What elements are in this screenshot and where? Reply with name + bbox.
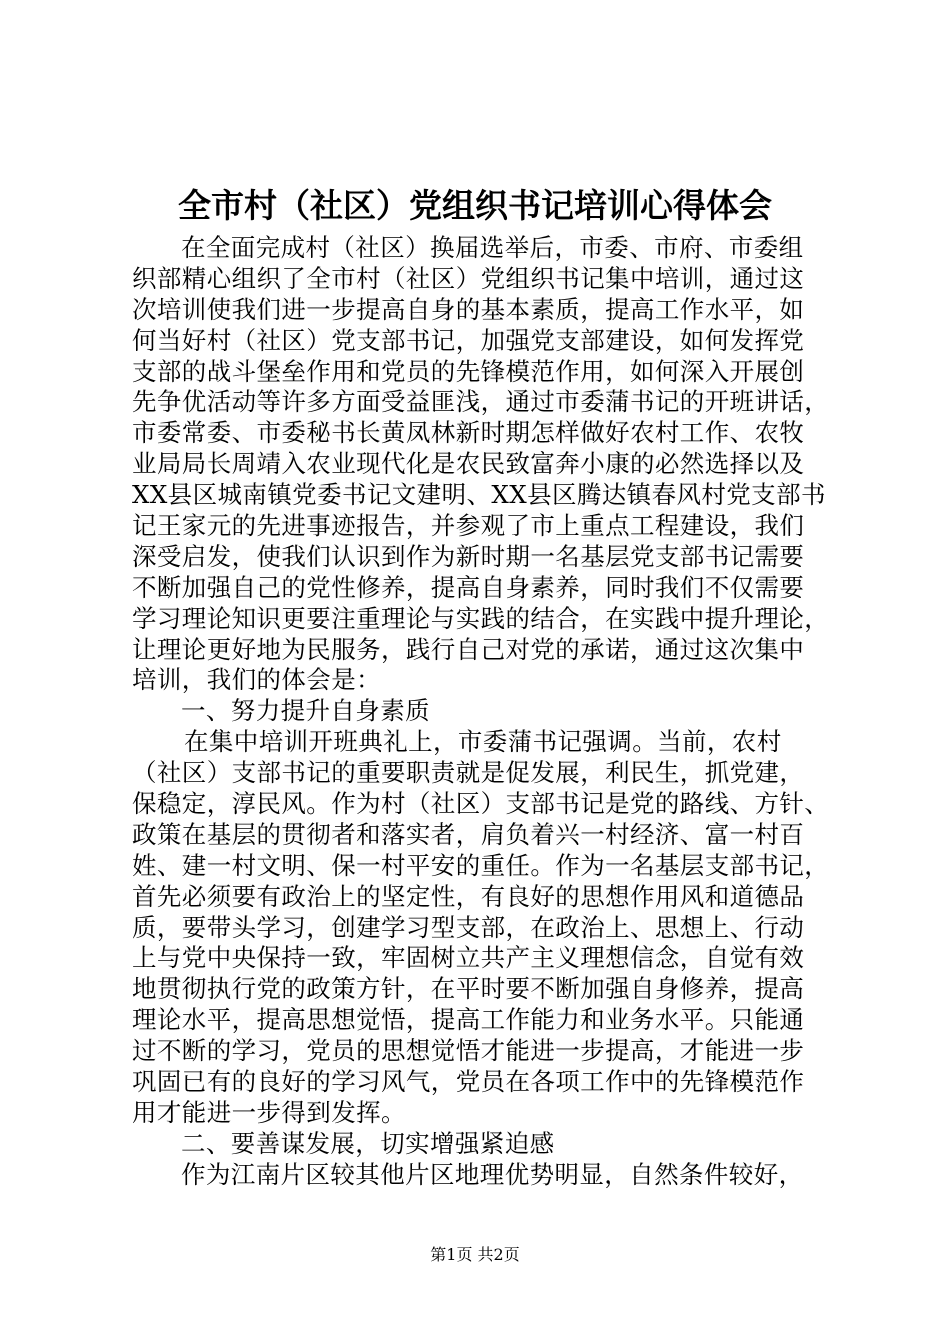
text-line: 织部精心组织了全市村（社区）党组织书记集中培训，通过这 bbox=[132, 263, 805, 293]
text-line: 保稳定，淳民风。作为村（社区）支部书记是党的路线、方针、 bbox=[132, 789, 830, 819]
text-line: 作为江南片区较其他片区地理优势明显，自然条件较好， bbox=[181, 1159, 804, 1189]
text-line: 首先必须要有政治上的坚定性，有良好的思想作用风和道德品 bbox=[132, 881, 805, 911]
text-line: 先争优活动等许多方面受益匪浅，通过市委蒲书记的开班讲话， bbox=[132, 387, 830, 417]
text-line: 深受启发，使我们认识到作为新时期一名基层党支部书记需要 bbox=[132, 541, 805, 571]
text-line: 用才能进一步得到发挥。 bbox=[132, 1097, 406, 1127]
text-line: 支部的战斗堡垒作用和党员的先锋模范作用，如何深入开展创 bbox=[132, 356, 805, 386]
text-line: 市委常委、市委秘书长黄凤林新时期怎样做好农村工作、农牧 bbox=[132, 418, 805, 448]
text-line: 政策在基层的贯彻者和落实者，肩负着兴一村经济、富一村百 bbox=[132, 819, 805, 849]
text-line: 巩固已有的良好的学习风气，党员在各项工作中的先锋模范作 bbox=[132, 1067, 805, 1097]
text-line: 何当好村（社区）党支部书记，加强党支部建设，如何发挥党 bbox=[132, 325, 805, 355]
text-line: 地贯彻执行党的政策方针，在平时要不断加强自身修养，提高 bbox=[132, 974, 805, 1004]
text-line: 不断加强自己的党性修养，提高自身素养，同时我们不仅需要 bbox=[132, 572, 805, 602]
text-line: 让理论更好地为民服务，践行自己对党的承诺，通过这次集中 bbox=[132, 634, 805, 664]
document-body bbox=[132, 233, 832, 1191]
text-line: 学习理论知识更要注重理论与实践的结合，在实践中提升理论， bbox=[132, 603, 830, 633]
text-line: 次培训使我们进一步提高自身的基本素质，提高工作水平，如 bbox=[132, 294, 805, 324]
text-line: 记王家元的先进事迹报告，并参观了市上重点工程建设，我们 bbox=[132, 511, 805, 541]
text-line: 在全面完成村（社区）换届选举后，市委、市府、市委组 bbox=[181, 233, 804, 262]
text-line: 理论水平，提高思想觉悟，提高工作能力和业务水平。只能通 bbox=[132, 1005, 805, 1035]
text-line: 在集中培训开班典礼上，市委蒲书记强调。当前，农村 bbox=[184, 727, 782, 757]
text-line: 业局局长周靖入农业现代化是农民致富奔小康的必然选择以及 bbox=[132, 449, 805, 479]
text-line: （社区）支部书记的重要职责就是促发展，利民生，抓党建， bbox=[132, 758, 805, 788]
text-line: 过不断的学习，党员的思想觉悟才能进一步提高，才能进一步 bbox=[132, 1036, 805, 1066]
page-footer: 第1页 共2页 bbox=[430, 1245, 520, 1264]
text-line: 姓、建一村文明、保一村平安的重任。作为一名基层支部书记， bbox=[132, 850, 830, 880]
text-line: 上与党中央保持一致，牢固树立共产主义理想信念，自觉有效 bbox=[132, 943, 805, 973]
text-line: XX县区城南镇党委书记文建明、XX县区腾达镇春风村党支部书 bbox=[132, 480, 826, 510]
text-line: 培训，我们的体会是： bbox=[132, 665, 381, 695]
text-line: 一、努力提升自身素质 bbox=[181, 696, 430, 726]
text-line: 二、要善谋发展，切实增强紧迫感 bbox=[181, 1128, 555, 1158]
document-title: 全市村（社区）党组织书记培训心得体会 bbox=[178, 186, 772, 225]
text-line: 质，要带头学习，创建学习型支部，在政治上、思想上、行动 bbox=[132, 912, 805, 942]
